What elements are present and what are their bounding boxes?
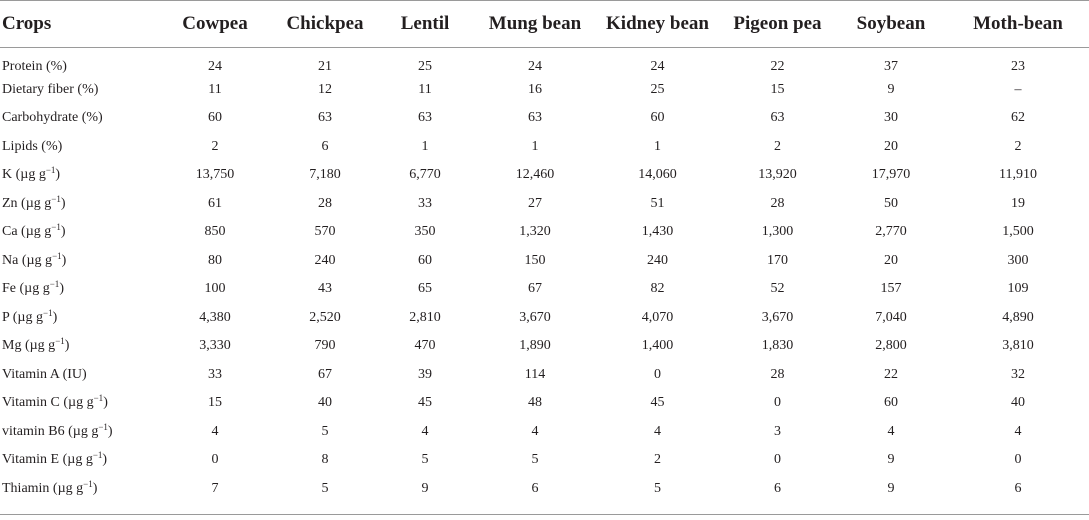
table-cell: 1,300	[761, 224, 794, 240]
table-cell: 22	[770, 59, 785, 75]
row-label: Zn (µg g	[2, 195, 52, 211]
table-cell: 4	[531, 423, 539, 439]
table-cell: 300	[1007, 252, 1029, 268]
table-cell: 33	[418, 195, 432, 211]
table-row	[0, 361, 1089, 390]
table-cell: 4	[1014, 423, 1022, 439]
table-cell: 1,430	[641, 224, 674, 240]
row-label-cell	[0, 332, 155, 361]
table-cell: 11	[418, 81, 432, 97]
table-cell: 2	[1014, 138, 1022, 154]
table-cell: 45	[418, 395, 432, 411]
table-cell: 150	[524, 252, 546, 268]
closing-paren: )	[52, 309, 58, 325]
table-cell: 60	[650, 110, 665, 126]
table-cell: 470	[414, 338, 436, 354]
table-row	[0, 475, 1089, 504]
table-cell: 9	[887, 480, 895, 496]
table-cell: 61	[208, 195, 222, 211]
unit-exponent: −1	[51, 193, 61, 204]
table-cell: 1	[421, 138, 429, 154]
table-cell: 24	[528, 59, 542, 75]
row-label-cell	[0, 161, 155, 190]
unit-exponent: −1	[92, 450, 103, 461]
table-cell: 6	[774, 480, 781, 496]
row-label: Carbohydrate (%)	[2, 110, 103, 126]
header-cell-kidney-bean: Kidney bean	[606, 12, 709, 34]
table-cell: 12	[318, 81, 332, 97]
table-cell: 67	[318, 366, 332, 382]
unit-exponent: −1	[98, 421, 108, 432]
header-cell-moth-bean: Moth-bean	[973, 12, 1063, 34]
row-label-cell	[0, 47, 155, 76]
table-row	[0, 418, 1089, 447]
unit-exponent: −1	[51, 222, 61, 233]
row-label: Na (µg g	[2, 252, 53, 268]
row-label: Thiamin (µg g	[2, 480, 84, 496]
row-label: K (µg g	[2, 167, 46, 183]
table-cell: 240	[647, 252, 668, 268]
header-cell-chickpea: Chickpea	[286, 12, 364, 34]
row-label: Protein (%)	[2, 59, 67, 75]
table-cell: 60	[884, 395, 898, 411]
table-row	[0, 47, 1089, 76]
table-cell: 16	[528, 81, 542, 97]
table-cell: 50	[884, 195, 898, 211]
table-cell: 4,380	[199, 309, 231, 325]
table-cell: 17,970	[871, 167, 911, 183]
table-cell: 240	[314, 252, 336, 268]
table-cell: 2,770	[875, 224, 907, 240]
table-cell: 1,500	[1002, 224, 1034, 240]
row-label: Mg (µg g	[2, 338, 56, 354]
table-cell: 24	[650, 59, 665, 75]
table-cell: 21	[318, 59, 332, 75]
table-cell: 5	[654, 480, 661, 496]
table-cell: 23	[1011, 59, 1025, 75]
row-label: Vitamin C (µg g	[2, 395, 94, 411]
row-label: Vitamin A (IU)	[2, 366, 87, 382]
table-cell: 15	[208, 395, 222, 411]
header-cell-cowpea: Cowpea	[182, 12, 248, 34]
header-cell-mung-bean: Mung bean	[488, 12, 582, 34]
table-cell: 1,890	[519, 338, 551, 354]
table-cell: 24	[208, 59, 222, 75]
row-label: Dietary fiber (%)	[2, 81, 99, 97]
closing-paren: )	[107, 423, 113, 439]
table-cell: 4	[654, 423, 661, 439]
table-cell: 157	[880, 281, 902, 297]
row-label-cell	[0, 304, 155, 333]
table-row	[0, 76, 1089, 105]
table-cell: 2	[211, 138, 219, 154]
table-cell: 170	[767, 252, 788, 268]
table-cell: 2,520	[309, 309, 341, 325]
closing-paren: )	[60, 224, 66, 240]
table-cell: 22	[884, 366, 898, 382]
row-label: vitamin B6 (µg g	[2, 423, 99, 439]
table-cell: 2	[774, 138, 781, 154]
table-cell: 27	[528, 195, 542, 211]
table-row	[0, 389, 1089, 418]
table-cell: 0	[774, 395, 781, 411]
closing-paren: )	[92, 480, 98, 496]
table-cell: 25	[418, 59, 432, 75]
table-cell: 1,400	[641, 338, 674, 354]
row-label-cell	[0, 76, 155, 105]
table-cell: 100	[204, 281, 226, 297]
table-cell: 63	[528, 110, 542, 126]
row-label-cell	[0, 218, 155, 247]
table-cell: 3,670	[761, 309, 794, 325]
table-cell: 4,890	[1002, 309, 1034, 325]
table-cell: 350	[414, 224, 436, 240]
table-cell: 80	[208, 252, 222, 268]
unit-exponent: −1	[55, 336, 65, 347]
table-cell: 43	[318, 281, 332, 297]
table-cell: 45	[650, 395, 665, 411]
table-cell: 67	[528, 281, 542, 297]
row-label: Lipids (%)	[2, 138, 63, 154]
table-cell: 3,670	[519, 309, 551, 325]
table-cell: 0	[211, 452, 219, 468]
table-cell: 3,330	[199, 338, 231, 354]
table-row	[0, 104, 1089, 133]
table-row	[0, 304, 1089, 333]
table-cell: –	[1014, 81, 1022, 97]
table-cell: 19	[1011, 195, 1025, 211]
table-cell: 790	[314, 338, 336, 354]
table-cell: 3	[774, 423, 781, 439]
table-cell: 4	[421, 423, 429, 439]
table-cell: 28	[770, 366, 785, 382]
closing-paren: )	[59, 281, 64, 297]
row-label-cell	[0, 104, 155, 133]
table-cell: 63	[770, 110, 785, 126]
row-label: Ca (µg g	[2, 224, 52, 240]
table-cell: 6	[321, 138, 329, 154]
row-label: Vitamin E (µg g	[2, 452, 93, 468]
table-cell: 9	[887, 81, 895, 97]
table-cell: 5	[421, 452, 429, 468]
table-header	[0, 0, 1089, 47]
unit-exponent: −1	[45, 165, 56, 176]
table-row	[0, 190, 1089, 219]
table-cell: 5	[321, 423, 329, 439]
row-label-cell	[0, 389, 155, 418]
table-cell: 28	[318, 195, 332, 211]
table-body	[0, 47, 1089, 503]
table-cell: 12,460	[515, 167, 555, 183]
row-label-cell	[0, 190, 155, 219]
table-cell: 3,810	[1002, 338, 1034, 354]
unit-exponent: −1	[49, 279, 60, 290]
table-cell: 14,060	[638, 167, 677, 183]
table-cell: 6	[1014, 480, 1022, 496]
table-bottom-rule	[0, 514, 1089, 515]
table-cell: 1	[531, 138, 539, 154]
table-cell: 2,810	[409, 309, 441, 325]
table-cell: 2,800	[875, 338, 907, 354]
table-cell: 48	[528, 395, 542, 411]
table-cell: 33	[208, 366, 222, 382]
closing-paren: )	[103, 395, 108, 411]
table-cell: 13,920	[758, 167, 797, 183]
row-label-cell	[0, 475, 155, 504]
table-cell: 7,180	[309, 167, 341, 183]
table-cell: 20	[884, 138, 898, 154]
table-cell: 1,830	[761, 338, 794, 354]
header-row	[0, 0, 1089, 47]
table-cell: 40	[318, 395, 332, 411]
table-cell: 51	[650, 195, 665, 211]
table-cell: 850	[204, 224, 226, 240]
table-cell: 40	[1011, 395, 1025, 411]
table-cell: 7	[211, 480, 219, 496]
table-cell: 63	[418, 110, 432, 126]
table-cell: 5	[321, 480, 329, 496]
table-row	[0, 161, 1089, 190]
table-cell: 0	[1014, 452, 1022, 468]
unit-exponent: −1	[43, 307, 53, 318]
table-cell: 15	[770, 81, 785, 97]
unit-exponent: −1	[52, 250, 62, 261]
closing-paren: )	[60, 195, 66, 211]
table-cell: 4	[211, 423, 219, 439]
table-cell: 60	[418, 252, 432, 268]
table-cell: 20	[884, 252, 898, 268]
header-cell-lentil: Lentil	[400, 12, 450, 34]
table-cell: 82	[650, 281, 665, 297]
table-cell: 52	[770, 281, 785, 297]
table-row	[0, 275, 1089, 304]
table-cell: 6	[531, 480, 539, 496]
table-cell: 28	[770, 195, 785, 211]
table-cell: 30	[884, 110, 898, 126]
closing-paren: )	[102, 452, 108, 468]
table-row	[0, 133, 1089, 162]
table-row	[0, 247, 1089, 276]
table-cell: 114	[524, 366, 546, 382]
row-label-cell	[0, 275, 155, 304]
table-cell: 0	[774, 452, 781, 468]
row-label: Fe (µg g	[2, 281, 50, 297]
table-cell: 11,910	[999, 167, 1037, 183]
table-row	[0, 332, 1089, 361]
table-cell: 25	[650, 81, 665, 97]
row-label-cell	[0, 418, 155, 447]
table-cell: 5	[531, 452, 539, 468]
table-row	[0, 218, 1089, 247]
table-cell: 109	[1007, 281, 1029, 297]
table-cell: 8	[321, 452, 329, 468]
table-cell: 4	[887, 423, 895, 439]
row-label-cell	[0, 247, 155, 276]
row-label-cell	[0, 133, 155, 162]
table-cell: 11	[208, 81, 222, 97]
row-label-cell	[0, 446, 155, 475]
table-cell: 65	[418, 281, 432, 297]
table-cell: 62	[1011, 110, 1025, 126]
row-label: P (µg g	[2, 309, 43, 325]
table-cell: 9	[421, 480, 429, 496]
table-cell: 39	[418, 366, 432, 382]
closing-paren: )	[55, 167, 61, 183]
row-label-cell	[0, 361, 155, 390]
closing-paren: )	[64, 338, 70, 354]
table-cell: 570	[314, 224, 336, 240]
table-cell: 63	[318, 110, 332, 126]
table-cell: 60	[208, 110, 222, 126]
header-cell-pigeon-pea: Pigeon pea	[733, 12, 822, 34]
table-row	[0, 446, 1089, 475]
table-cell: 4,070	[641, 309, 674, 325]
table-cell: 1,320	[519, 224, 551, 240]
table-cell: 6,770	[409, 167, 441, 183]
table-cell: 9	[887, 452, 895, 468]
header-cell-crops: Crops	[2, 12, 52, 34]
table-cell: 0	[654, 366, 661, 382]
table-cell: 13,750	[195, 167, 235, 183]
unit-exponent: −1	[93, 393, 104, 404]
closing-paren: )	[61, 252, 67, 268]
table-cell: 1	[654, 138, 661, 154]
table-cell: 2	[654, 452, 661, 468]
table-cell: 32	[1011, 366, 1025, 382]
table-cell: 37	[884, 59, 898, 75]
unit-exponent: −1	[83, 478, 93, 489]
table-cell: 7,040	[875, 309, 907, 325]
header-cell-soybean: Soybean	[856, 12, 926, 34]
